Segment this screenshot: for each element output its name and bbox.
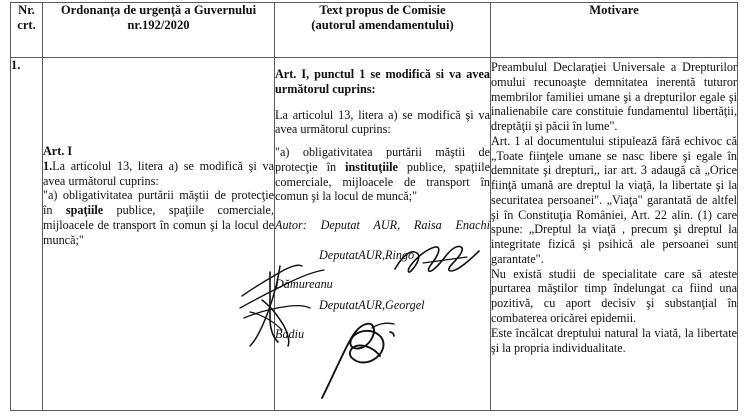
text-propus-bold-term: instituţiile	[345, 159, 398, 174]
author-line-2	[275, 248, 490, 278]
author-line-3-aur: AUR,	[358, 297, 386, 312]
text-propus-cell	[275, 58, 491, 411]
row-number-cell: 1.	[11, 58, 43, 411]
column-header-nr-line2: crt.	[17, 17, 36, 32]
table-header	[11, 3, 738, 58]
author-line-2-first: Ringo	[385, 247, 415, 262]
oug-bold-term: spaţiile	[65, 203, 104, 218]
author-line-3-first: Georgel	[385, 297, 425, 312]
text-propus-lead: Art. I, punctul 1 se modifică si va avea următorul cuprins:	[275, 67, 490, 96]
column-header-motivare	[491, 3, 738, 58]
motivare-body	[491, 58, 737, 355]
column-header-text-line2: (autorul amendamentului)	[311, 17, 454, 32]
text-propus-paragraph-2: "a) obligativitatea purtării măştii de protecţie în instituţiile publice, spaţiile comerciale, mijloacele de transport în comun şi la locul de muncă;"	[275, 145, 490, 204]
text-propus-paragraph-1: La articolul 13, litera a) se modifică şi va avea următorul cuprins:	[275, 107, 490, 137]
column-header-oug-line1: Ordonanţa de urgenţă a Guvernului	[60, 3, 257, 17]
text-propus-body	[275, 58, 490, 342]
column-header-oug	[43, 3, 275, 58]
author-line-2-wrap: Dămureanu	[275, 277, 333, 292]
column-header-oug-line2: nr.192/2020	[127, 17, 190, 32]
table-body	[11, 58, 738, 411]
oug-paragraph-2: "a) obligativitatea purtării măştii de protecţie în spaţiile publice, spaţiile comerciale, mijloacele de transport în comun şi la locul de muncă;"	[43, 188, 274, 247]
amendment-table	[10, 2, 738, 411]
table-row	[11, 58, 738, 411]
author-line-1: Autor: Deputat AUR, Raisa Enachi	[275, 218, 490, 233]
table-header-row	[11, 3, 738, 58]
oug-article-heading: Art. I	[43, 144, 73, 158]
oug-text-cell	[43, 58, 275, 411]
column-header-nr-line1: Nr.	[18, 3, 35, 17]
oug-paragraph-1-text: La articolul 13, litera a) se modifică şi va avea următorul cuprins:	[43, 158, 274, 188]
author-block	[275, 218, 490, 342]
author-line-3-wrap: Badiu	[275, 327, 305, 342]
spacer	[275, 137, 490, 145]
author-line-2-aur: AUR,	[358, 247, 386, 262]
oug-text-body	[43, 58, 274, 247]
motivare-cell	[491, 58, 738, 411]
column-header-motivare-label: Motivare	[589, 3, 639, 17]
motivare-paragraph-3: Nu există studii de specialitate care să ateste purtarea măştilor timp îndelungat ca fiind una pozitivă, cu aport decisiv şi substanţial în combaterea oricărei epidemii.	[491, 266, 737, 326]
motivare-paragraph-4: Este încălcat dreptului natural la viată, la libertate şi la propria individualitate.	[491, 325, 737, 355]
motivare-paragraph-1: Preambulul Declaraţiei Universale a Drepturilor omului recunoaşte demnitatea inerentă tuturor membrilor familiei umane şi a drepturilor egale şi inalienabile care constituie fundamentul libertăţii, dreptăţii şi păcii în lume".	[491, 60, 737, 134]
motivare-paragraph-2: Art. 1 al documentului stipulează fără echivoc că „Toate fiinţele umane se nasc libere şi egale în demnitate şi drepturi,, iar art. 3 adaugă că „Orice fiinţă umană are dreptul la viaţă, la libertate şi la securitatea persoanei". „Viaţa" garantată de altfel şi în Constituţia României, Art. 22 alin. (1) care spune: „Dreptul la viaţă , precum şi dreptul la integritate fizică şi psihică ale persoanei sunt garantate".	[491, 133, 737, 266]
column-header-text-propus	[275, 3, 491, 58]
spacer	[275, 97, 490, 108]
column-header-nr-crt	[11, 3, 43, 58]
author-line-3-deputat: Deputat	[319, 297, 359, 312]
oug-paragraph-1: 1.La articolul 13, litera a) se modifică şi va avea următorul cuprins:	[43, 158, 274, 188]
author-line-3	[275, 298, 490, 328]
column-header-text-line1: Text propus de Comisie	[319, 3, 446, 17]
author-line-2-deputat: Deputat	[319, 247, 359, 262]
